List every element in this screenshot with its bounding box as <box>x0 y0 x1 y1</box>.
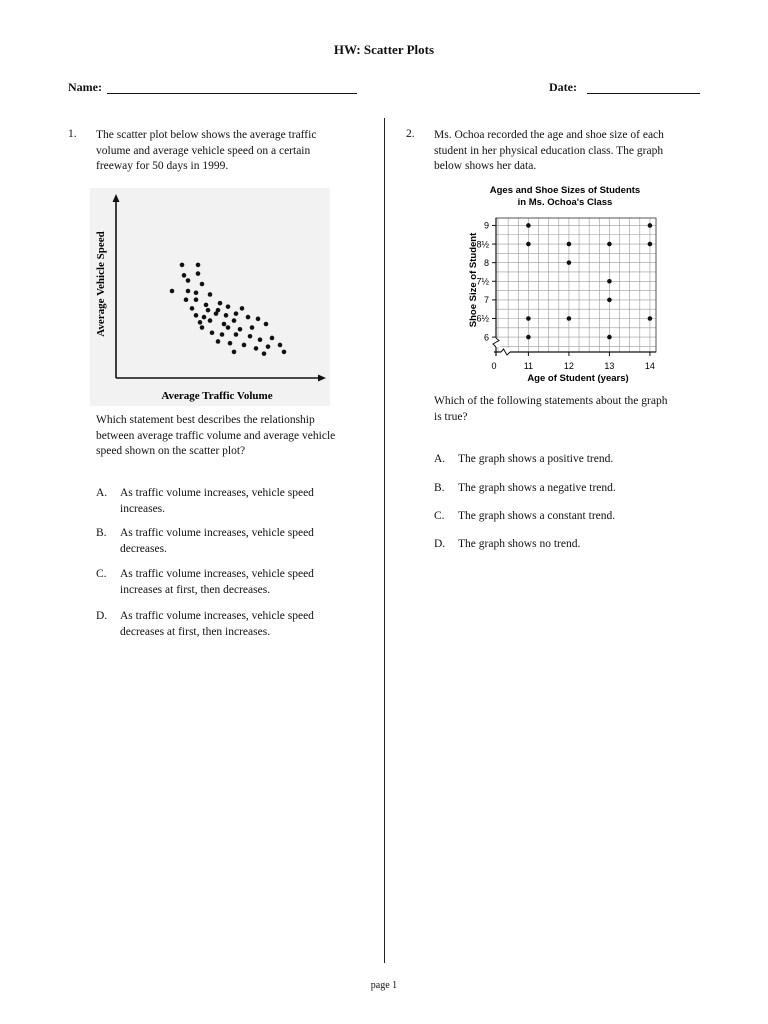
data-point <box>208 292 213 297</box>
data-point <box>648 223 653 228</box>
data-point <box>196 263 201 268</box>
data-point <box>200 325 205 330</box>
x-tick-label: 14 <box>644 361 655 371</box>
choice-text: increases. <box>120 502 166 515</box>
q2-choice-c[interactable] <box>434 509 709 527</box>
shoe-size-scatter-plot <box>460 180 670 390</box>
data-point <box>194 290 199 295</box>
data-point <box>198 320 203 325</box>
choice-text: As traffic volume increases, vehicle speed <box>120 527 314 539</box>
q2-choice-a[interactable] <box>434 452 709 470</box>
q1-text-line: volume and average vehicle speed on a certain <box>96 144 311 157</box>
y-tick-label: 7½ <box>476 276 489 287</box>
data-point <box>526 335 531 340</box>
data-point <box>238 327 243 332</box>
data-point <box>182 273 187 278</box>
choice-letter: B. <box>96 527 107 539</box>
q1-text-line: The scatter plot below shows the average traffic <box>96 129 317 141</box>
column-divider <box>384 118 385 963</box>
data-point <box>220 332 225 337</box>
q2-prompt-line: is true? <box>434 410 468 423</box>
y-tick-label: 6½ <box>476 313 489 324</box>
choice-letter: D. <box>434 538 446 550</box>
q1-number: 1. <box>68 128 77 140</box>
page-title: HW: Scatter Plots <box>333 42 435 57</box>
x-axis-label: Age of Student (years) <box>527 373 629 384</box>
choice-text: As traffic volume increases, vehicle speed <box>120 487 314 499</box>
origin-label: 0 <box>491 361 497 371</box>
choice-text: decreases at first, then increases. <box>120 625 271 638</box>
data-point <box>264 322 269 327</box>
data-point <box>256 317 261 322</box>
data-point <box>246 315 251 320</box>
data-point <box>216 339 221 344</box>
q1-prompt-line: between average traffic volume and average vehicle <box>96 429 336 442</box>
choice-text: As traffic volume increases, vehicle speed <box>120 568 314 580</box>
choice-letter: C. <box>96 568 107 580</box>
page-number: page 1 <box>370 980 398 991</box>
q2-text-line: Ms. Ochoa recorded the age and shoe size of each <box>434 129 664 141</box>
data-point <box>186 278 191 283</box>
data-point <box>196 271 201 276</box>
choice-text: increases at first, then decreases. <box>120 583 271 596</box>
plot-frame <box>496 218 656 352</box>
data-point <box>607 298 612 303</box>
q1-prompt-line: speed shown on the scatter plot? <box>96 445 246 457</box>
data-point <box>206 308 211 313</box>
data-point <box>262 351 267 356</box>
q1-text-line: freeway for 50 days in 1999. <box>96 160 229 172</box>
traffic-speed-scatter-plot <box>90 188 330 406</box>
data-point <box>186 289 191 294</box>
data-point <box>258 337 263 342</box>
data-point <box>240 306 245 311</box>
data-point <box>232 318 237 323</box>
data-point <box>266 344 271 349</box>
q1-prompt-line: Which statement best describes the relationship <box>96 414 315 426</box>
data-point <box>526 242 531 247</box>
data-point <box>180 263 185 268</box>
q2-number: 2. <box>406 128 415 140</box>
data-point <box>526 223 531 228</box>
data-point <box>234 311 239 316</box>
data-point <box>234 332 239 337</box>
q1-choice-c[interactable] <box>96 567 371 599</box>
y-tick-label: 6 <box>483 332 489 343</box>
data-point <box>226 325 231 330</box>
data-point <box>567 260 572 265</box>
q2-prompt-line: Which of the following statements about the graph <box>434 395 668 407</box>
q2-choice-b[interactable] <box>434 481 709 499</box>
q1-choice-b[interactable] <box>96 526 371 558</box>
chart-title-line: in Ms. Ochoa's Class <box>517 197 613 208</box>
date-label: Date: <box>549 80 577 94</box>
choice-letter: B. <box>434 482 445 494</box>
q1-prompt <box>96 413 371 460</box>
data-point <box>170 289 175 294</box>
y-tick-label: 8½ <box>476 239 489 250</box>
x-tick-label: 12 <box>563 361 574 371</box>
q2-text-line: student in her physical education class. The graph <box>434 144 664 157</box>
choice-letter: C. <box>434 510 445 522</box>
data-point <box>248 334 253 339</box>
q2-text-line: below shows her data. <box>434 160 537 172</box>
data-point <box>242 343 247 348</box>
name-label: Name: <box>68 80 102 94</box>
q2-choice-d[interactable] <box>434 537 709 555</box>
y-tick-label: 8 <box>483 257 489 268</box>
data-point <box>254 346 259 351</box>
data-point <box>607 279 612 284</box>
y-axis-label: Average Vehicle Speed <box>95 231 107 337</box>
q2-prompt <box>434 394 709 425</box>
name-field-line[interactable] <box>107 79 357 94</box>
data-point <box>648 242 653 247</box>
y-tick-label: 9 <box>483 220 489 231</box>
x-tick-label: 11 <box>523 361 534 371</box>
data-point <box>204 303 209 308</box>
choice-letter: A. <box>96 487 108 499</box>
q1-choice-a[interactable] <box>96 486 371 518</box>
y-tick-label: 7 <box>483 295 489 306</box>
data-point <box>194 297 199 302</box>
choice-text: The graph shows a constant trend. <box>458 510 616 522</box>
q1-choice-d[interactable] <box>96 609 371 641</box>
choice-text: As traffic volume increases, vehicle speed <box>120 610 314 622</box>
choice-text: The graph shows a positive trend. <box>458 453 614 465</box>
data-point <box>567 316 572 321</box>
data-point <box>278 343 283 348</box>
data-point <box>184 297 189 302</box>
q2-text <box>434 128 709 175</box>
choice-letter: D. <box>96 610 108 622</box>
data-point <box>214 311 219 316</box>
q1-text <box>96 128 366 175</box>
data-point <box>567 242 572 247</box>
choice-text: The graph shows no trend. <box>458 538 581 550</box>
data-point <box>607 335 612 340</box>
y-axis-label: Shoe Size of Student <box>468 232 479 328</box>
data-point <box>228 341 233 346</box>
data-point <box>210 330 215 335</box>
data-point <box>526 316 531 321</box>
choice-text: decreases. <box>120 542 167 555</box>
data-point <box>202 315 207 320</box>
data-point <box>607 242 612 247</box>
data-point <box>222 322 227 327</box>
choice-letter: A. <box>434 453 446 465</box>
data-point <box>648 316 653 321</box>
data-point <box>200 282 205 287</box>
choice-text: The graph shows a negative trend. <box>458 482 616 494</box>
data-point <box>208 318 213 323</box>
data-point <box>218 301 223 306</box>
date-field-line[interactable] <box>587 79 700 94</box>
x-axis-label: Average Traffic Volume <box>161 390 273 402</box>
data-point <box>190 306 195 311</box>
data-point <box>232 350 237 355</box>
data-point <box>250 325 255 330</box>
data-point <box>224 313 229 318</box>
data-point <box>282 350 287 355</box>
chart-title-line: Ages and Shoe Sizes of Students <box>489 185 641 196</box>
data-point <box>226 304 231 309</box>
x-tick-label: 13 <box>604 361 615 371</box>
data-point <box>194 313 199 318</box>
data-point <box>270 336 275 341</box>
